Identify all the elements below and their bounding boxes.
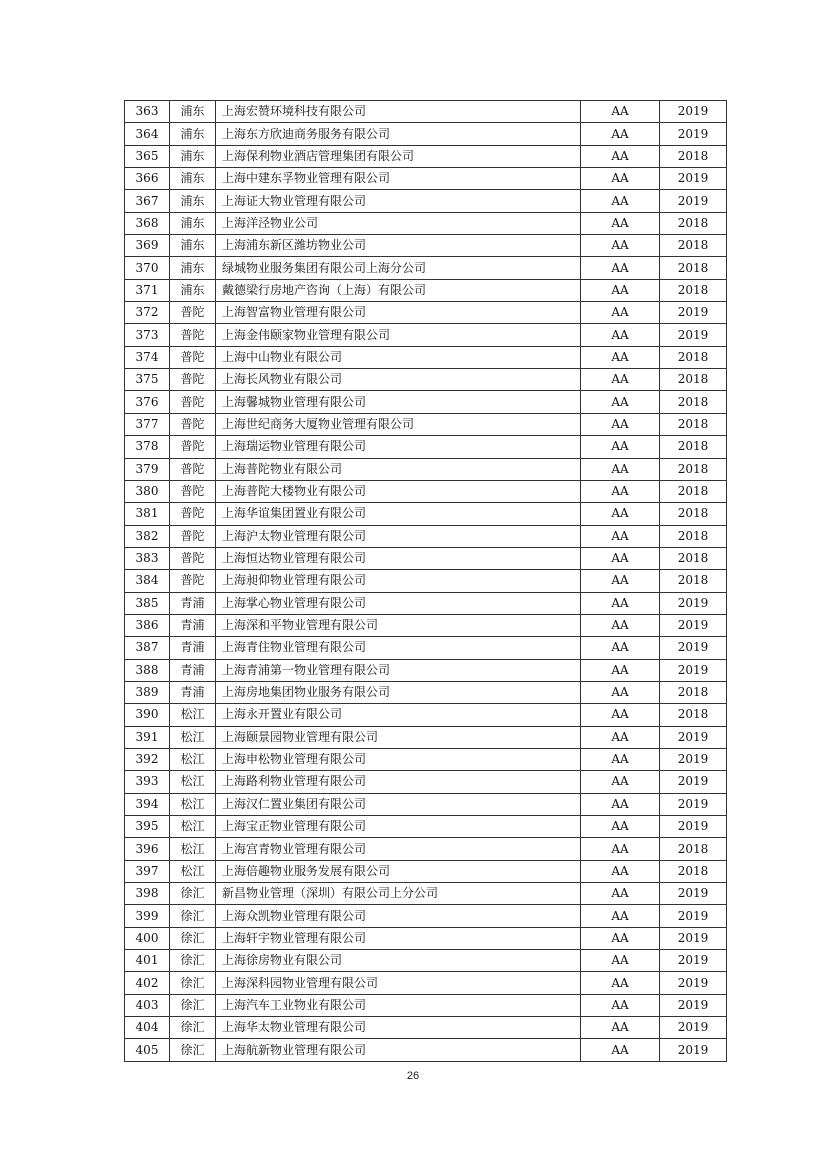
cell-year: 2018	[660, 681, 727, 703]
table-row	[125, 436, 727, 458]
cell-number: 376	[125, 391, 170, 413]
cell-grade: AA	[581, 994, 660, 1016]
cell-number: 401	[125, 950, 170, 972]
cell-district: 徐汇	[170, 972, 216, 994]
cell-company-name: 上海倍趣物业服务发展有限公司	[216, 860, 581, 882]
cell-company-name: 上海宫青物业管理有限公司	[216, 838, 581, 860]
cell-number: 375	[125, 369, 170, 391]
table-row	[125, 1039, 727, 1061]
table-row	[125, 168, 727, 190]
table-row	[125, 480, 727, 502]
cell-year: 2019	[660, 905, 727, 927]
cell-year: 2018	[660, 279, 727, 301]
cell-district: 松江	[170, 726, 216, 748]
cell-company-name: 上海普陀大楼物业有限公司	[216, 480, 581, 502]
table-row	[125, 346, 727, 368]
cell-number: 395	[125, 816, 170, 838]
cell-grade: AA	[581, 413, 660, 435]
cell-number: 389	[125, 681, 170, 703]
cell-number: 400	[125, 927, 170, 949]
cell-district: 松江	[170, 860, 216, 882]
table-row	[125, 145, 727, 167]
table-row	[125, 860, 727, 882]
cell-company-name: 上海汽车工业物业有限公司	[216, 994, 581, 1016]
cell-grade: AA	[581, 369, 660, 391]
cell-grade: AA	[581, 659, 660, 681]
cell-year: 2019	[660, 324, 727, 346]
cell-grade: AA	[581, 927, 660, 949]
company-rating-table-container	[124, 100, 727, 1062]
table-row	[125, 883, 727, 905]
cell-number: 372	[125, 302, 170, 324]
table-row	[125, 972, 727, 994]
cell-company-name: 上海颐景园物业管理有限公司	[216, 726, 581, 748]
cell-grade: AA	[581, 681, 660, 703]
table-row	[125, 279, 727, 301]
cell-grade: AA	[581, 1017, 660, 1039]
cell-district: 浦东	[170, 257, 216, 279]
cell-grade: AA	[581, 726, 660, 748]
cell-district: 浦东	[170, 145, 216, 167]
cell-number: 398	[125, 883, 170, 905]
cell-number: 396	[125, 838, 170, 860]
cell-grade: AA	[581, 1039, 660, 1061]
cell-year: 2019	[660, 816, 727, 838]
cell-company-name: 上海昶仰物业管理有限公司	[216, 570, 581, 592]
cell-company-name: 上海宏赞环境科技有限公司	[216, 101, 581, 123]
cell-district: 普陀	[170, 503, 216, 525]
cell-company-name: 上海洋泾物业公司	[216, 212, 581, 234]
table-row	[125, 413, 727, 435]
cell-year: 2019	[660, 994, 727, 1016]
table-row	[125, 681, 727, 703]
cell-year: 2019	[660, 168, 727, 190]
cell-company-name: 上海深科园物业管理有限公司	[216, 972, 581, 994]
table-row	[125, 190, 727, 212]
cell-year: 2018	[660, 346, 727, 368]
cell-district: 青浦	[170, 659, 216, 681]
cell-district: 青浦	[170, 637, 216, 659]
cell-number: 384	[125, 570, 170, 592]
cell-number: 374	[125, 346, 170, 368]
cell-grade: AA	[581, 592, 660, 614]
cell-district: 普陀	[170, 369, 216, 391]
cell-grade: AA	[581, 436, 660, 458]
cell-number: 388	[125, 659, 170, 681]
cell-district: 松江	[170, 748, 216, 770]
cell-company-name: 上海房地集团物业服务有限公司	[216, 681, 581, 703]
cell-company-name: 上海沪太物业管理有限公司	[216, 525, 581, 547]
table-row	[125, 101, 727, 123]
cell-district: 青浦	[170, 614, 216, 636]
table-row	[125, 637, 727, 659]
cell-number: 393	[125, 771, 170, 793]
cell-year: 2018	[660, 145, 727, 167]
cell-year: 2018	[660, 480, 727, 502]
cell-year: 2019	[660, 637, 727, 659]
cell-year: 2019	[660, 726, 727, 748]
cell-district: 普陀	[170, 391, 216, 413]
cell-year: 2018	[660, 503, 727, 525]
cell-number: 364	[125, 123, 170, 145]
cell-district: 浦东	[170, 190, 216, 212]
cell-company-name: 上海中山物业有限公司	[216, 346, 581, 368]
cell-district: 浦东	[170, 101, 216, 123]
cell-year: 2019	[660, 950, 727, 972]
cell-number: 379	[125, 458, 170, 480]
cell-company-name: 上海申松物业管理有限公司	[216, 748, 581, 770]
cell-year: 2019	[660, 793, 727, 815]
cell-year: 2018	[660, 860, 727, 882]
cell-number: 391	[125, 726, 170, 748]
cell-company-name: 上海汉仁置业集团有限公司	[216, 793, 581, 815]
table-body	[125, 101, 727, 1062]
cell-grade: AA	[581, 883, 660, 905]
cell-district: 浦东	[170, 123, 216, 145]
cell-district: 普陀	[170, 346, 216, 368]
cell-district: 普陀	[170, 525, 216, 547]
table-row	[125, 570, 727, 592]
cell-year: 2019	[660, 592, 727, 614]
cell-district: 普陀	[170, 570, 216, 592]
cell-number: 367	[125, 190, 170, 212]
cell-district: 徐汇	[170, 905, 216, 927]
cell-district: 普陀	[170, 436, 216, 458]
table-row	[125, 726, 727, 748]
cell-year: 2018	[660, 413, 727, 435]
table-row	[125, 324, 727, 346]
cell-company-name: 上海青浦第一物业管理有限公司	[216, 659, 581, 681]
cell-number: 387	[125, 637, 170, 659]
company-rating-table	[124, 100, 727, 1062]
cell-year: 2018	[660, 838, 727, 860]
cell-company-name: 上海徐房物业有限公司	[216, 950, 581, 972]
cell-company-name: 戴德梁行房地产咨询（上海）有限公司	[216, 279, 581, 301]
cell-year: 2018	[660, 525, 727, 547]
cell-district: 浦东	[170, 279, 216, 301]
cell-district: 浦东	[170, 235, 216, 257]
table-row	[125, 235, 727, 257]
cell-company-name: 上海青住物业管理有限公司	[216, 637, 581, 659]
table-row	[125, 704, 727, 726]
cell-grade: AA	[581, 614, 660, 636]
cell-company-name: 上海华谊集团置业有限公司	[216, 503, 581, 525]
cell-year: 2018	[660, 436, 727, 458]
cell-number: 404	[125, 1017, 170, 1039]
cell-district: 普陀	[170, 413, 216, 435]
cell-number: 378	[125, 436, 170, 458]
cell-district: 徐汇	[170, 950, 216, 972]
cell-grade: AA	[581, 480, 660, 502]
table-row	[125, 816, 727, 838]
cell-grade: AA	[581, 637, 660, 659]
cell-grade: AA	[581, 212, 660, 234]
cell-year: 2018	[660, 212, 727, 234]
cell-company-name: 上海证大物业管理有限公司	[216, 190, 581, 212]
table-row	[125, 369, 727, 391]
cell-number: 405	[125, 1039, 170, 1061]
cell-district: 松江	[170, 771, 216, 793]
cell-district: 松江	[170, 704, 216, 726]
cell-district: 徐汇	[170, 1017, 216, 1039]
cell-number: 371	[125, 279, 170, 301]
cell-grade: AA	[581, 324, 660, 346]
cell-grade: AA	[581, 838, 660, 860]
cell-company-name: 上海宝正物业管理有限公司	[216, 816, 581, 838]
cell-grade: AA	[581, 816, 660, 838]
cell-grade: AA	[581, 101, 660, 123]
cell-year: 2019	[660, 302, 727, 324]
cell-number: 368	[125, 212, 170, 234]
cell-district: 徐汇	[170, 883, 216, 905]
cell-company-name: 上海保利物业酒店管理集团有限公司	[216, 145, 581, 167]
cell-company-name: 上海深和平物业管理有限公司	[216, 614, 581, 636]
cell-grade: AA	[581, 972, 660, 994]
table-row	[125, 659, 727, 681]
table-row	[125, 838, 727, 860]
cell-company-name: 上海东方欣迪商务服务有限公司	[216, 123, 581, 145]
cell-district: 徐汇	[170, 1039, 216, 1061]
cell-number: 390	[125, 704, 170, 726]
table-row	[125, 592, 727, 614]
cell-district: 普陀	[170, 302, 216, 324]
cell-district: 浦东	[170, 212, 216, 234]
table-row	[125, 525, 727, 547]
cell-district: 普陀	[170, 480, 216, 502]
cell-grade: AA	[581, 860, 660, 882]
cell-grade: AA	[581, 279, 660, 301]
cell-district: 普陀	[170, 547, 216, 569]
cell-company-name: 上海馨城物业管理有限公司	[216, 391, 581, 413]
table-row	[125, 793, 727, 815]
cell-grade: AA	[581, 302, 660, 324]
cell-number: 363	[125, 101, 170, 123]
cell-company-name: 上海航新物业管理有限公司	[216, 1039, 581, 1061]
cell-grade: AA	[581, 503, 660, 525]
cell-district: 松江	[170, 816, 216, 838]
cell-number: 397	[125, 860, 170, 882]
cell-grade: AA	[581, 525, 660, 547]
cell-year: 2018	[660, 257, 727, 279]
cell-grade: AA	[581, 123, 660, 145]
table-row	[125, 748, 727, 770]
cell-district: 浦东	[170, 168, 216, 190]
cell-company-name: 上海华太物业管理有限公司	[216, 1017, 581, 1039]
cell-grade: AA	[581, 704, 660, 726]
cell-grade: AA	[581, 570, 660, 592]
cell-number: 402	[125, 972, 170, 994]
table-row	[125, 123, 727, 145]
cell-number: 403	[125, 994, 170, 1016]
cell-grade: AA	[581, 547, 660, 569]
cell-company-name: 上海轩宇物业管理有限公司	[216, 927, 581, 949]
cell-year: 2019	[660, 1039, 727, 1061]
cell-year: 2018	[660, 704, 727, 726]
cell-grade: AA	[581, 190, 660, 212]
table-row	[125, 927, 727, 949]
cell-year: 2018	[660, 235, 727, 257]
cell-grade: AA	[581, 905, 660, 927]
cell-number: 386	[125, 614, 170, 636]
table-row	[125, 302, 727, 324]
cell-company-name: 上海路利物业管理有限公司	[216, 771, 581, 793]
cell-year: 2019	[660, 123, 727, 145]
cell-number: 373	[125, 324, 170, 346]
cell-number: 369	[125, 235, 170, 257]
cell-grade: AA	[581, 771, 660, 793]
cell-number: 382	[125, 525, 170, 547]
cell-year: 2019	[660, 883, 727, 905]
table-row	[125, 391, 727, 413]
cell-company-name: 上海浦东新区潍坊物业公司	[216, 235, 581, 257]
table-row	[125, 547, 727, 569]
cell-year: 2018	[660, 369, 727, 391]
cell-grade: AA	[581, 145, 660, 167]
cell-year: 2018	[660, 547, 727, 569]
table-row	[125, 503, 727, 525]
cell-number: 365	[125, 145, 170, 167]
cell-district: 青浦	[170, 592, 216, 614]
table-row	[125, 905, 727, 927]
cell-district: 松江	[170, 838, 216, 860]
cell-number: 399	[125, 905, 170, 927]
cell-year: 2019	[660, 614, 727, 636]
cell-company-name: 上海长风物业有限公司	[216, 369, 581, 391]
cell-grade: AA	[581, 748, 660, 770]
cell-grade: AA	[581, 793, 660, 815]
cell-year: 2019	[660, 101, 727, 123]
cell-company-name: 上海众凯物业管理有限公司	[216, 905, 581, 927]
cell-year: 2019	[660, 771, 727, 793]
cell-year: 2018	[660, 458, 727, 480]
cell-grade: AA	[581, 235, 660, 257]
table-row	[125, 257, 727, 279]
cell-year: 2019	[660, 748, 727, 770]
cell-number: 370	[125, 257, 170, 279]
cell-district: 松江	[170, 793, 216, 815]
cell-number: 383	[125, 547, 170, 569]
cell-district: 青浦	[170, 681, 216, 703]
cell-year: 2019	[660, 927, 727, 949]
cell-company-name: 新昌物业管理（深圳）有限公司上分公司	[216, 883, 581, 905]
cell-company-name: 上海掌心物业管理有限公司	[216, 592, 581, 614]
cell-number: 394	[125, 793, 170, 815]
cell-company-name: 上海金伟颐家物业管理有限公司	[216, 324, 581, 346]
cell-grade: AA	[581, 168, 660, 190]
cell-year: 2018	[660, 391, 727, 413]
page-number: 26	[406, 1070, 420, 1082]
cell-number: 366	[125, 168, 170, 190]
cell-number: 392	[125, 748, 170, 770]
table-row	[125, 950, 727, 972]
cell-company-name: 上海恒达物业管理有限公司	[216, 547, 581, 569]
cell-district: 徐汇	[170, 994, 216, 1016]
cell-grade: AA	[581, 458, 660, 480]
cell-number: 380	[125, 480, 170, 502]
cell-grade: AA	[581, 257, 660, 279]
cell-company-name: 绿城物业服务集团有限公司上海分公司	[216, 257, 581, 279]
cell-company-name: 上海瑞运物业管理有限公司	[216, 436, 581, 458]
cell-company-name: 上海智富物业管理有限公司	[216, 302, 581, 324]
cell-number: 381	[125, 503, 170, 525]
cell-company-name: 上海中建东孚物业管理有限公司	[216, 168, 581, 190]
cell-number: 385	[125, 592, 170, 614]
cell-number: 377	[125, 413, 170, 435]
cell-grade: AA	[581, 950, 660, 972]
cell-grade: AA	[581, 346, 660, 368]
cell-company-name: 上海世纪商务大厦物业管理有限公司	[216, 413, 581, 435]
cell-district: 普陀	[170, 324, 216, 346]
cell-district: 徐汇	[170, 927, 216, 949]
cell-grade: AA	[581, 391, 660, 413]
cell-year: 2019	[660, 972, 727, 994]
table-row	[125, 1017, 727, 1039]
cell-district: 普陀	[170, 458, 216, 480]
table-row	[125, 614, 727, 636]
cell-year: 2019	[660, 190, 727, 212]
cell-year: 2019	[660, 659, 727, 681]
table-row	[125, 458, 727, 480]
cell-company-name: 上海普陀物业有限公司	[216, 458, 581, 480]
cell-year: 2019	[660, 1017, 727, 1039]
cell-year: 2018	[660, 570, 727, 592]
table-row	[125, 994, 727, 1016]
cell-company-name: 上海永开置业有限公司	[216, 704, 581, 726]
table-row	[125, 771, 727, 793]
table-row	[125, 212, 727, 234]
